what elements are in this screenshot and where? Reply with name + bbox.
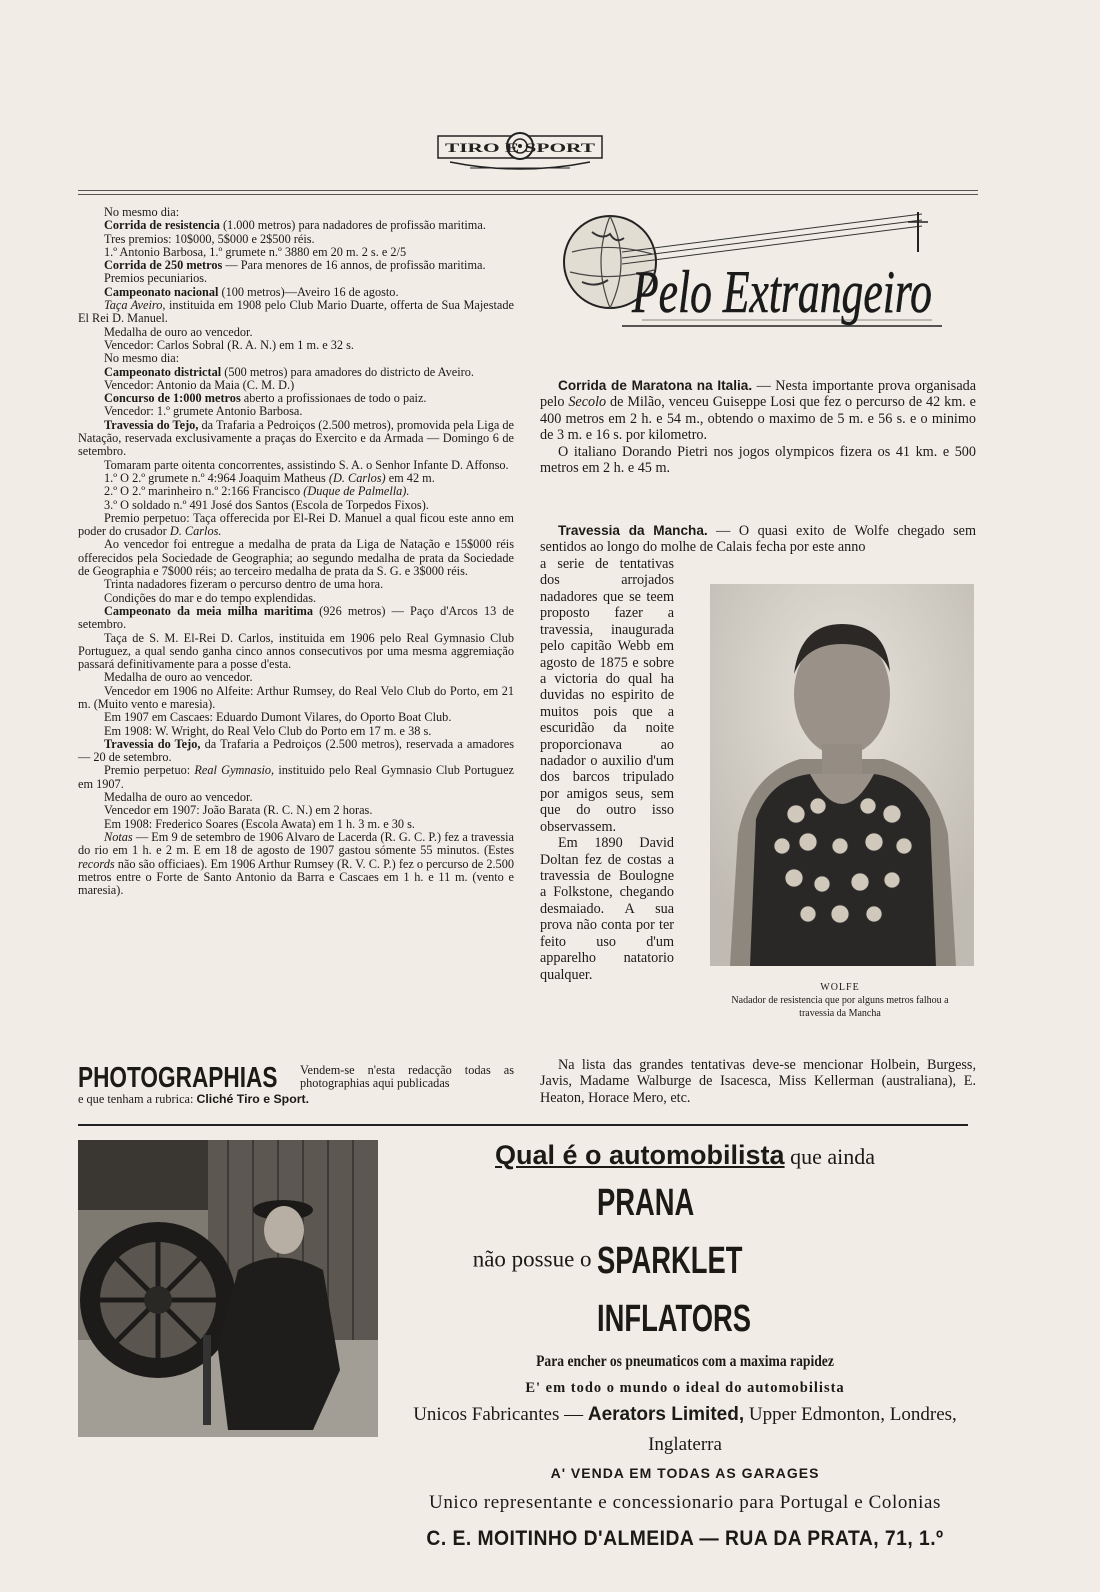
travessia-narrow-column (540, 556, 674, 983)
para: Vencedor em 1907: João Barata (R. C. N.) em 2 horas. (104, 803, 373, 818)
caption-desc: Nadador de resistencia que por alguns metros falhou a travessia da Mancha (731, 995, 949, 1019)
para: Corrida de 250 metros — Para menores de 16 annos, de profissão maritima. (104, 258, 486, 273)
right-column (540, 378, 976, 476)
para: 3.º O soldado n.º 491 José dos Santos (Escola de Torpedos Fixos). (104, 497, 429, 512)
para: Corrida de Maratona na Italia. — Nesta importante prova organisada pelo Secolo de Milão, venceu Guiseppe Losi que fez o percurso de 42 km. e 400 metros em 2 h. e 54 m., obtendo o maximo de 5 m. e 56 s. e o minimo de 3 m. e 16 s. por kilometro. (540, 378, 977, 444)
para: Em 1890 David Doltan fez de costas a travessia de Boulogne a Folkstone, chegando desmaiado. A sua prova não conta por ter feito uso d'um apparelho natatorio qualquer. (540, 835, 674, 983)
photographias-line: e que tenham a rubrica: Cliché Tiro e Sport. (78, 1092, 309, 1106)
photographias-notice (78, 1062, 514, 1106)
para: 1.º O 2.º grumete n.º 4:964 Joaquim Matheus (D. Carlos) em 42 m. (104, 470, 435, 485)
para: No mesmo dia: (104, 205, 180, 219)
caption-name: WOLFE (820, 982, 860, 993)
pelo-extrangeiro-banner (562, 212, 950, 330)
ad-line-4: E' em todo o mundo o ideal do automobilista (525, 1380, 845, 1396)
wolfe-photo (710, 584, 974, 966)
para: Vencedor: Antonio da Maia (C. M. D.) (104, 377, 295, 392)
wolfe-caption (700, 981, 980, 1020)
ad-line-3: Para encher os pneumaticos com a maxima rapidez (536, 1353, 834, 1370)
para: Corrida de resistencia (1.000 metros) para nadadores de profissão maritima. (104, 218, 486, 233)
para: Condições do mar e do tempo explendidas. (104, 590, 317, 605)
travessia-list-para: Na lista das grandes tentativas deve-se mencionar Holbein, Burgess, Javis, Madame Walburge de Isacesca, Miss Kellerman (australiana), E. Heaton, Horace Mero, etc. (540, 1057, 976, 1106)
para: Ao vencedor foi entregue a medalha de prata da Liga de Natação e 15$000 réis offerecidos pela Sociedade de Geographia; ao segundo medalha de prata da Sociedade de Geographia e 7$000 réis; ao terceiro medalha de prata da S. G. e 3$000 réis. (78, 537, 514, 579)
para: No mesmo dia: (104, 351, 180, 366)
para: Em 1907 em Cascaes: Eduardo Dumont Vilares, do Oporto Boat Club. (104, 710, 452, 725)
header-rule-2 (78, 194, 978, 195)
para: a serie de tentativas dos arrojados nadadores que se teem proposto fazer a travessia, inaugurada pelo capitão Webb em agosto de 1875 e sobre a victoria do qual ha duvidas no espirito de muitos pois que a escuridão da noite proporcionava ao nadador o auxilio d'um dos barcos tripulado por amigos seus, sem que do outro isso observassem. (540, 556, 674, 835)
ad-line-6: A' VENDA EM TODAS AS GARAGES (550, 1465, 820, 1481)
para: Trinta nadadores fizeram o percurso dentro de uma hora. (104, 577, 384, 592)
para: Notas — Em 9 de setembro de 1906 Alvaro de Lacerda (R. G. C. P.) fez a travessia do rio em 1 h. e 2 m. E em 18 de agosto de 1907 gastou sómente 55 minutos. (Estes records não são officiaes). Em 1906 Arthur Rumsey (R. V. C. P.) fez o percurso de 2.500 metros entre o Forte de Santo Antonio da Barra e Cascaes em 1 h. e 11 m. (vento e maresia). (78, 829, 514, 898)
para: O italiano Dorando Pietri nos jogos olympicos fizera os 41 km. e 500 metros em 2 h. e 45 m. (540, 443, 976, 477)
photographias-text: Vendem-se n'esta redacção todas as photographias aqui publicadas (300, 1063, 514, 1090)
para: Campeonato nacional (100 metros)—Aveiro 16 de agosto. (104, 284, 399, 299)
para: Medalha de ouro ao vencedor. (104, 324, 253, 339)
travessia-heading-para: Travessia da Mancha. — O quasi exito de Wolfe chegado sem sentidos ao longo do molhe de Calais fecha por este anno (540, 523, 976, 556)
para: Taça de S. M. El-Rei D. Carlos, instituida em 1906 pelo Real Gymnasio Club Portuguez, a qual sendo ganha cinco annos consecutivos por uma mesma aggremiação passará definitivamente para a posse d'esta. (78, 630, 514, 672)
para: Medalha de ouro ao vencedor. (104, 790, 253, 805)
para: Travessia do Tejo, da Trafaria a Pedroiços (2.500 metros), reservada a amadores — 20 de setembro. (78, 736, 514, 765)
ad-line-2: não possue o PRANA SPARKLET INFLATORS (395, 1174, 975, 1348)
left-column (78, 206, 514, 897)
header-rule (78, 190, 978, 191)
masthead-logo (430, 124, 610, 176)
ad-line-7: Unico representante e concessionario para Portugal e Colonias (429, 1492, 941, 1513)
para: 1.º Antonio Barbosa, 1.º grumete n.º 3880 em 20 m. 2 s. e 2/5 (104, 244, 407, 259)
para: Premio perpetuo: Real Gymnasio, instituido pelo Real Gymnasio Club Portuguez em 1907. (78, 763, 514, 791)
para: Campeonato districtal (500 metros) para amadores do districto de Aveiro. (104, 364, 474, 379)
ad-line-5: Unicos Fabricantes — Aerators Limited, Upper Edmonton, Londres, Inglaterra (413, 1404, 957, 1455)
banner-title: Pelo Extrangeiro (631, 259, 932, 325)
masthead-title: TIRO E SPORT (445, 140, 596, 155)
mechanic-tire-photo (78, 1140, 378, 1437)
para: 2.º O 2.º marinheiro n.º 2:166 Francisco (Duque de Palmella). (104, 484, 410, 499)
para: Tomaram parte oitenta concorrentes, assistindo S. A. o Senhor Infante D. Affonso. (104, 457, 509, 472)
para: Premios pecuniarios. (104, 271, 208, 286)
para: Campeonato da meia milha maritima (926 metros) — Paço d'Arcos 13 de setembro. (78, 603, 514, 632)
ad-line-1: Qual é o automobilista que ainda (495, 1140, 875, 1170)
ad-rule (78, 1124, 968, 1126)
prana-advertisement (395, 1138, 975, 1558)
para: Concurso de 1:000 metros aberto a profissionaes de todo o paiz. (104, 391, 427, 406)
para: Vencedor em 1906 no Alfeite: Arthur Rumsey, do Real Velo Club do Porto, em 21 m. (Muito vento e maresia). (78, 683, 514, 711)
para: Vencedor: 1.º grumete Antonio Barbosa. (104, 404, 303, 419)
ad-line-8: C. E. MOITINHO D'ALMEIDA — RUA DA PRATA, 71, 1.º (426, 1527, 944, 1550)
para: Em 1908: Frederico Soares (Escola Awata) em 1 h. 3 m. e 30 s. (104, 816, 416, 831)
photographias-title: PHOTOGRAPHIAS (78, 1062, 278, 1094)
para: Tres premios: 10$000, 5$000 e 2$500 réis. (104, 231, 315, 246)
para: Taça Aveiro, instituida em 1908 pelo Club Mario Duarte, offerta de Sua Majestade El Rei D. Manuel. (78, 298, 514, 326)
para: Travessia do Tejo, da Trafaria a Pedroiços (2.500 metros), promovida pela Liga de Natação, reservada exclusivamente a praças do Exercito e da Armada — Domingo 6 de setembro. (78, 417, 514, 459)
prana-brand: PRANA SPARKLET INFLATORS (597, 1182, 752, 1340)
para: Em 1908: W. Wright, do Real Velo Club do Porto em 17 m. e 38 s. (104, 723, 432, 738)
para: Medalha de ouro ao vencedor. (104, 670, 253, 685)
para: Vencedor: Carlos Sobral (R. A. N.) em 1 m. e 32 s. (104, 337, 354, 352)
para: Premio perpetuo: Taça offerecida por El-Rei D. Manuel a qual ficou este anno em poder do crusador D. Carlos. (78, 510, 514, 539)
